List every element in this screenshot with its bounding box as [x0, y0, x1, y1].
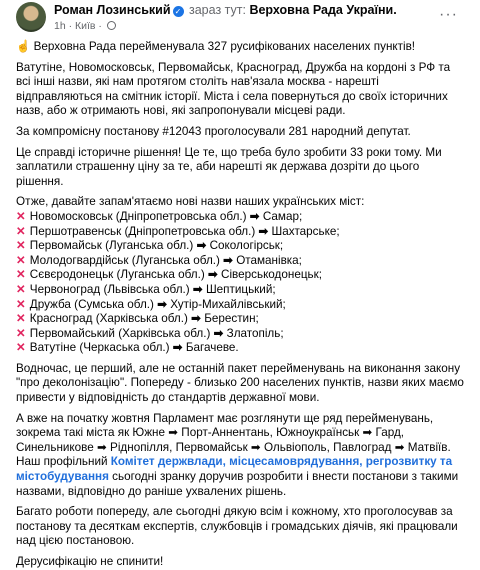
paragraph-3: За компромісну постанову #12043 проголосували 281 народний депутат.: [16, 124, 411, 138]
list-item: ✕ Ватутіне (Черкаська обл.) ➡ Багачеве.: [16, 341, 239, 355]
arrow-right-icon: ➡: [191, 312, 201, 326]
cross-mark-icon: ✕: [16, 209, 26, 223]
globe-icon: [107, 21, 116, 30]
cross-mark-icon: ✕: [16, 224, 26, 238]
cross-mark-icon: ✕: [16, 297, 26, 311]
post-header: [10, 0, 470, 40]
arrow-right-icon: ➡: [223, 253, 233, 267]
arrow-right-icon: ➡: [157, 297, 167, 311]
list-item: ✕ Красноград (Харківська обл.) ➡ Берестин;: [16, 312, 259, 326]
list-item: ✕ Сєвєродонецьк (Луганська обл.) ➡ Сіверськодонецьк;: [16, 268, 322, 282]
cross-mark-icon: ✕: [16, 341, 26, 355]
arrow-right-icon: ➡: [172, 341, 183, 355]
paragraph-8: Багато роботи попереду, але сьогодні дякую всім і кожному, хто проголосував за постанову та десяткам експертів, службовців і громадських діячів, які працювали над цією постановою.: [16, 505, 458, 548]
arrow-right-icon: ➡: [192, 282, 203, 296]
more-options-icon[interactable]: ···: [439, 6, 458, 23]
cross-mark-icon: ✕: [16, 268, 26, 282]
hand-pointing-icon: ☝: [16, 40, 31, 53]
list-item: ✕ Дружба (Сумська обл.) ➡ Хутір-Михайлівський;: [16, 297, 286, 311]
cross-mark-icon: ✕: [16, 282, 26, 296]
list-item: ✕ Молодогвардійськ (Луганська обл.) ➡ Отаманівка;: [16, 253, 302, 267]
arrow-right-icon: ➡: [207, 268, 218, 282]
arrow-right-icon: ➡: [249, 209, 260, 223]
post-place: Київ: [75, 20, 96, 32]
arrow-right-icon: ➡: [213, 326, 224, 340]
cross-mark-icon: ✕: [16, 239, 26, 253]
location-link[interactable]: Верховна Рада України.: [249, 3, 397, 17]
arrow-right-icon: ➡: [196, 239, 207, 253]
committee-mention-link[interactable]: Комітет держвлади, місцесамоврядування, регрозвитку та містобудування: [16, 455, 453, 484]
paragraph-1-text: Верховна Рада перейменувала 327 русифікованих населених пунктів!: [33, 40, 416, 53]
post-meta: 1h · Київ ·: [54, 20, 116, 32]
paragraph-1: [16, 40, 464, 55]
paragraph-9: Дерусифікацію не спинити!: [16, 555, 164, 568]
paragraph-4: Це справді історичне рішення! Це те, що треба було зробити 33 роки тому. Ми заплатили страшенну ціну за те, аби нарешті як держава дозріти до цього рішення.: [16, 145, 442, 188]
location-prefix: зараз тут:: [189, 3, 246, 17]
cross-mark-icon: ✕: [16, 253, 26, 267]
list-item: ✕ Новомосковськ (Дніпропетровська обл.) ➡ Самар;: [16, 209, 303, 223]
paragraph-2: Ватутіне, Новомосковськ, Первомайськ, Красноград, Дружба на кордоні з РФ та всі інші назви, які нам протягом століть нав'язала москва - нарешті відправляються на смітник історії. Міста і села повернуться до своїх історичних назв, або ж отримають нові, які запропонували місцеві ради.: [16, 60, 451, 118]
list-item: ✕ Первомайський (Харківська обл.) ➡ Златопіль;: [16, 326, 284, 340]
list-item: ✕ Первомайськ (Луганська обл.) ➡ Сокологірськ;: [16, 239, 284, 253]
cross-mark-icon: ✕: [16, 326, 26, 340]
author-name[interactable]: Роман Лозинський: [54, 3, 171, 17]
post-time[interactable]: 1h: [54, 20, 66, 32]
verified-badge-icon: ✓: [173, 6, 184, 17]
post-body: [10, 40, 470, 570]
cross-mark-icon: ✕: [16, 312, 26, 326]
post-title-line: [54, 3, 397, 17]
rename-list-intro: Отже, давайте запам'ятаємо нові назви наших українських міст:: [16, 195, 365, 209]
list-item: ✕ Першотравенськ (Дніпропетровська обл.) ➡ Шахтарське;: [16, 224, 340, 238]
author-avatar[interactable]: [16, 2, 46, 32]
paragraph-7: А вже на початку жовтня Парламент має розглянути ще ряд перейменувань, зокрема такі міста як Южне ➡ Порт-Аннентань, Южноукраїнськ ➡ Гард, Синельникове ➡ Ріднопілля, Первомайськ ➡ Ольвіополь, Павлоград ➡ Матвіїв. Наш профільний Комітет держвлади, місцесамоврядування, регрозвитку та містобудування сьогодні зранку доручив розробити і внести постанови з такими назвами, відповідно до раніше ухвалених рішень.: [16, 411, 459, 498]
list-item: ✕ Червоноград (Львівська обл.) ➡ Шептицький;: [16, 282, 276, 296]
arrow-right-icon: ➡: [258, 224, 269, 238]
paragraph-6: Водночас, це перший, але не останній пакет перейменувань на виконання закону "про деколонізацію". Попереду - близько 200 населених пунктів, назви яких маємо привести у відповідність до стандартів державної мови.: [16, 361, 464, 405]
rename-list: [16, 195, 464, 356]
